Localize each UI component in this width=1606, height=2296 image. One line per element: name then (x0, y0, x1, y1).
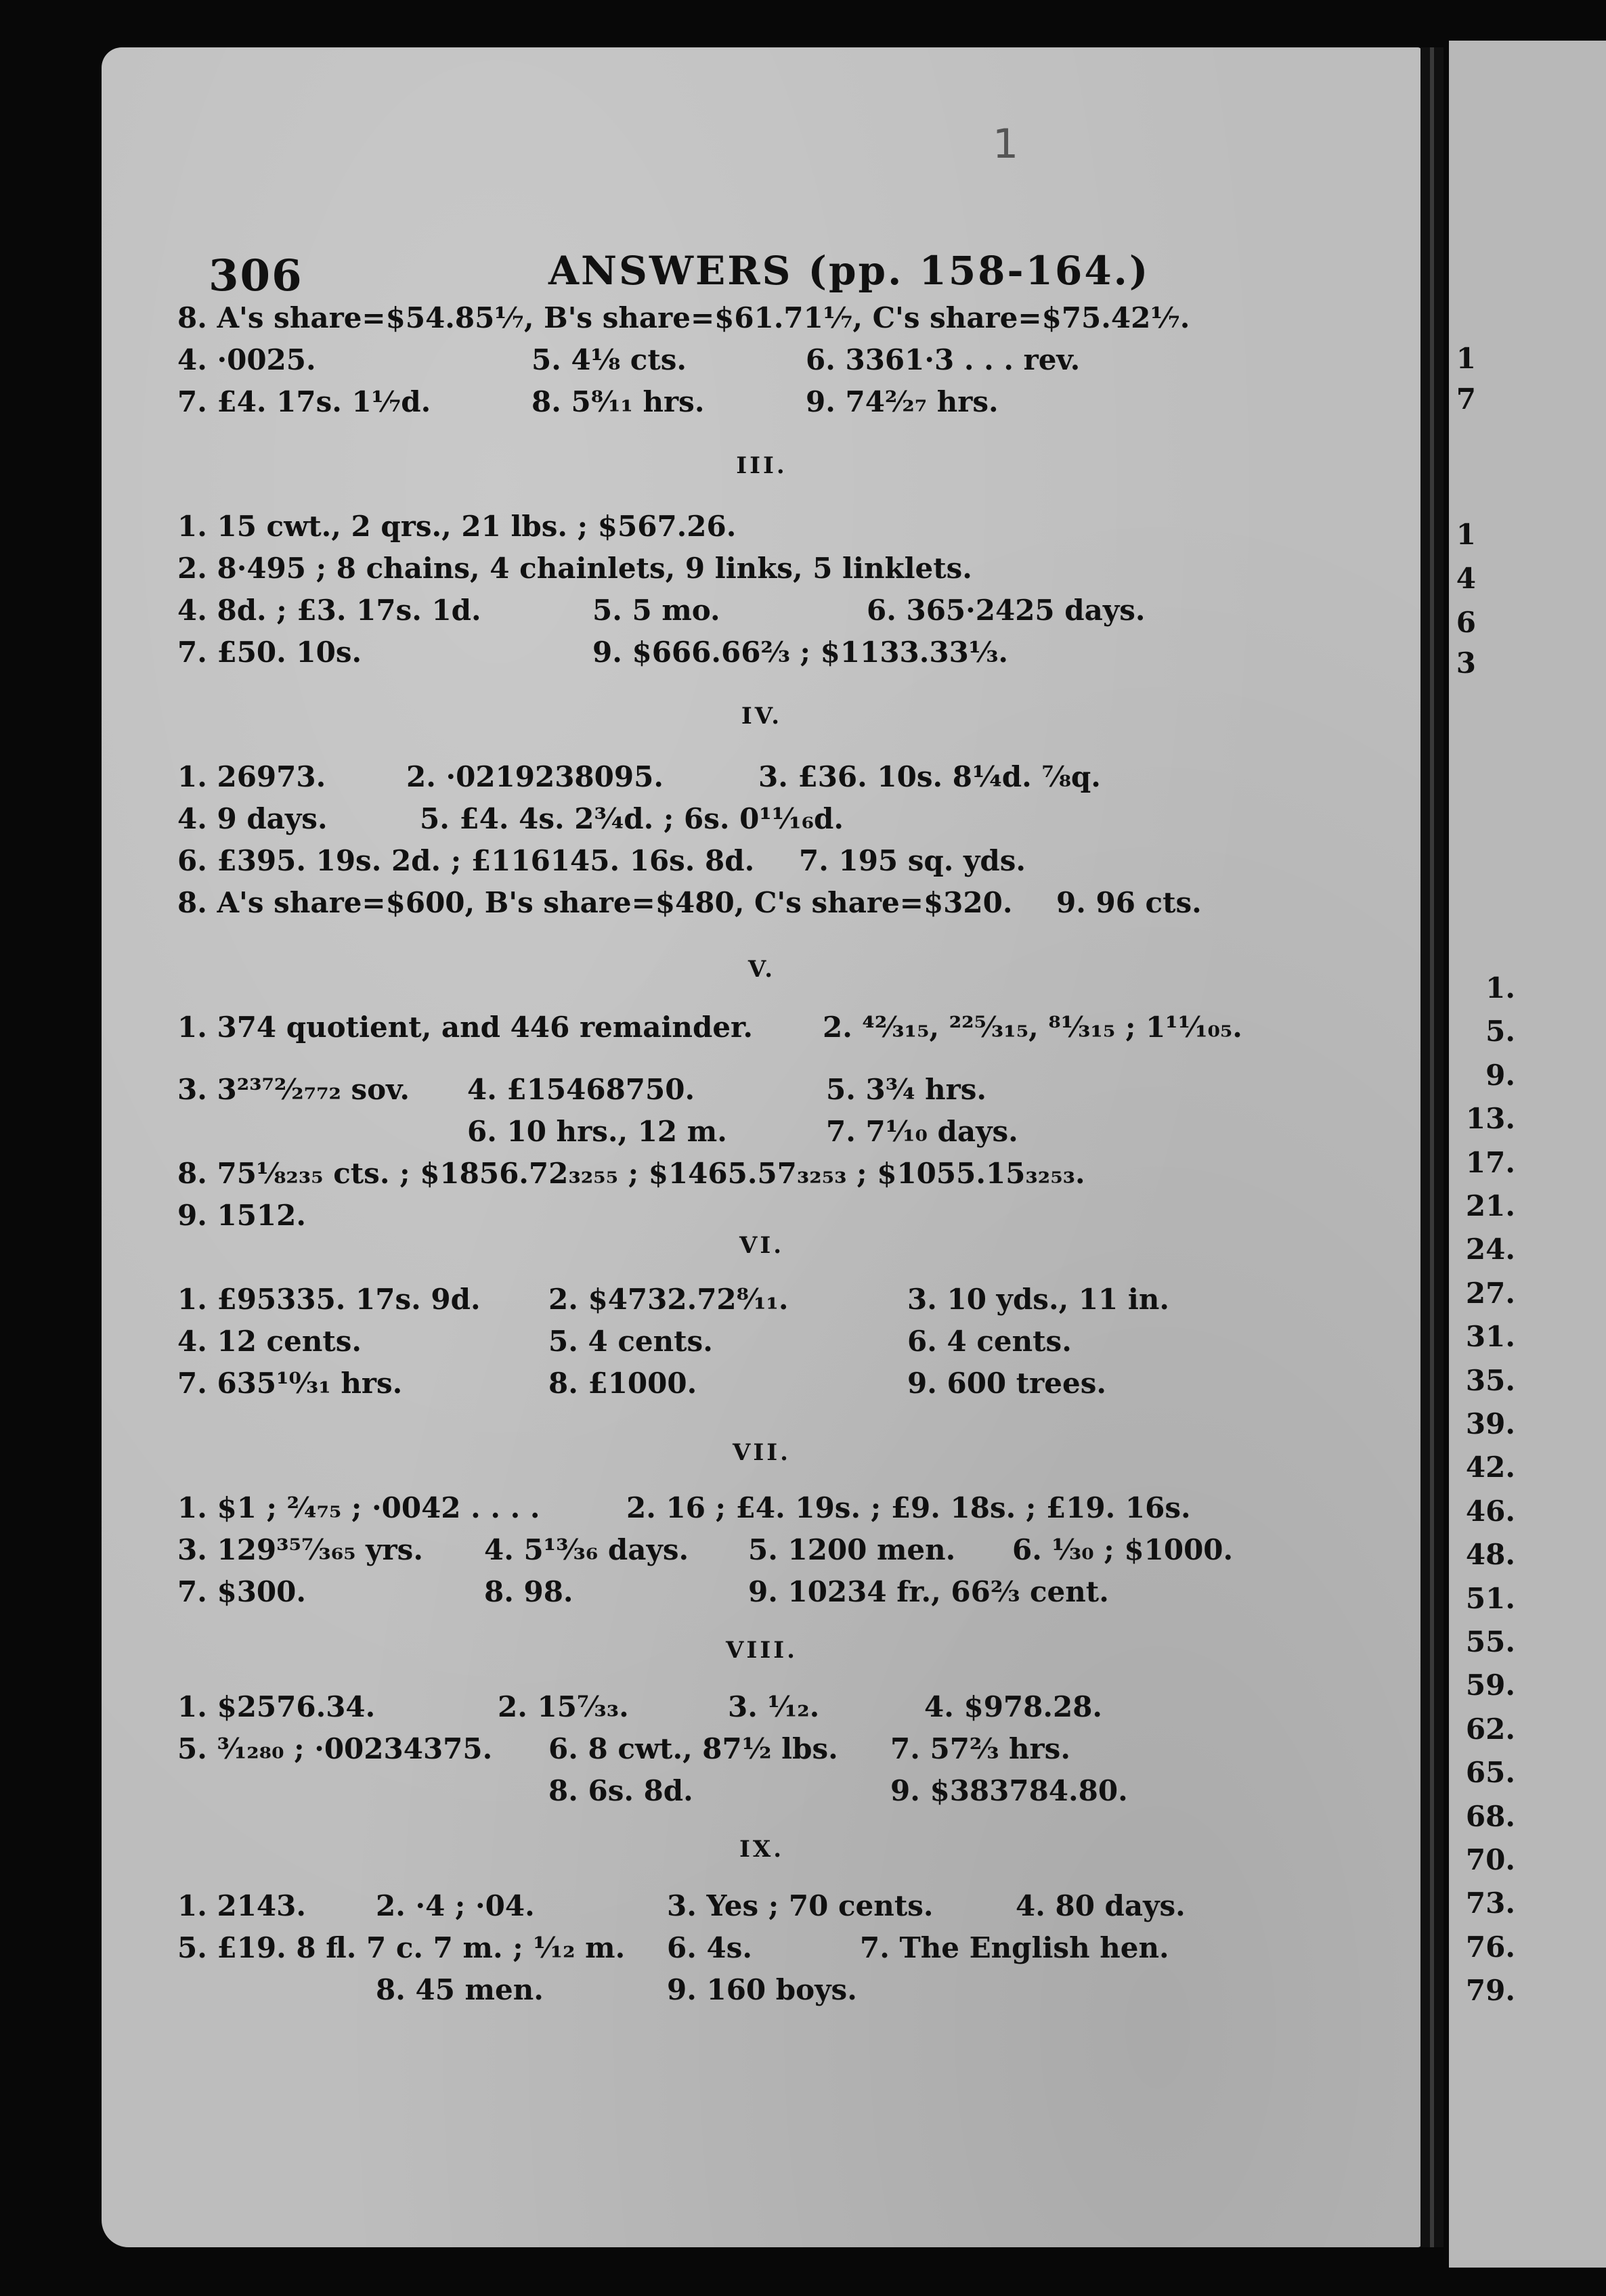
answer-item: 7. £4. 17s. 1⅐d. (177, 385, 431, 418)
answer-item: 2. 8·495 ; 8 chains, 4 chainlets, 9 links, 5 linklets. (177, 552, 972, 585)
answer-line (102, 590, 1422, 631)
facing-page-mark: 6 (1456, 606, 1476, 639)
answer-item: 8. 5⁸⁄₁₁ hrs. (531, 385, 705, 418)
answer-line (102, 1572, 1422, 1612)
answer-item: 4. 8d. ; £3. 17s. 1d. (177, 594, 481, 627)
answer-line (102, 1928, 1422, 1968)
answer-line (102, 1530, 1422, 1570)
answer-line (102, 1195, 1422, 1236)
answer-item: 5. 4 cents. (548, 1325, 713, 1358)
facing-page-number: 31. (1465, 1320, 1515, 1354)
answer-item: 6. 10 hrs., 12 m. (467, 1115, 727, 1148)
answer-item: 7. 57⅔ hrs. (890, 1732, 1070, 1765)
answer-item: 9. 600 trees. (907, 1367, 1106, 1400)
answer-line (102, 632, 1422, 673)
answer-item: 9. 10234 fr., 66⅔ cent. (748, 1575, 1109, 1608)
answer-line (102, 1279, 1422, 1320)
answer-item: 6. 4s. (667, 1931, 752, 1964)
answer-item: 2. ⁴²⁄₃₁₅, ²²⁵⁄₃₁₅, ⁸¹⁄₃₁₅ ; 1¹¹⁄₁₀₅. (823, 1011, 1242, 1044)
gutter-line (1430, 47, 1434, 2247)
answer-line (102, 1729, 1422, 1769)
answer-line (102, 1687, 1422, 1727)
facing-page-number: 65. (1465, 1756, 1515, 1790)
facing-page-number: 79. (1465, 1974, 1515, 2008)
facing-page-number: 51. (1465, 1581, 1515, 1615)
answer-item: 7. 195 sq. yds. (799, 844, 1026, 877)
answer-item: 3. 3²³⁷²⁄₂₇₇₂ sov. (177, 1073, 410, 1106)
answer-item: 8. 45 men. (376, 1973, 544, 2006)
pencil-mark: 1 (993, 120, 1019, 168)
answer-line (102, 883, 1422, 923)
facing-page-mark: 7 (1456, 382, 1476, 416)
facing-page-number: 17. (1465, 1145, 1515, 1179)
answer-item: 2. 16 ; £4. 19s. ; £9. 18s. ; £19. 16s. (626, 1491, 1191, 1524)
facing-page-mark: 1 (1456, 342, 1476, 375)
answer-item: 6. 365·2425 days. (867, 594, 1146, 627)
facing-page-number: 55. (1465, 1625, 1515, 1658)
answer-item: 3. 10 yds., 11 in. (907, 1283, 1170, 1316)
answer-item: 5. 5 mo. (592, 594, 720, 627)
answer-item: 4. ·0025. (177, 343, 316, 376)
answer-line (102, 298, 1422, 338)
answer-item: 9. 74²⁄₂₇ hrs. (806, 385, 999, 418)
answer-item: 2. 15⁷⁄₃₃. (498, 1690, 629, 1723)
answer-item: 4. $978.28. (924, 1690, 1103, 1723)
answer-line (102, 1488, 1422, 1528)
answer-item: 6. ¹⁄₃₀ ; $1000. (1012, 1533, 1234, 1566)
answer-item: 7. The English hen. (860, 1931, 1169, 1964)
answer-line (102, 1069, 1422, 1110)
page-title: ANSWERS (pp. 158-164.) (548, 248, 1150, 294)
answer-item: 1. 26973. (177, 760, 326, 793)
answer-item: 6. 8 cwt., 87½ lbs. (548, 1732, 838, 1765)
facing-page-edge (1449, 41, 1606, 2268)
facing-page-number: 70. (1465, 1843, 1515, 1876)
answer-item: 8. £1000. (548, 1367, 697, 1400)
facing-page-mark: 3 (1456, 646, 1476, 680)
answer-item: 8. 75⅛₂₃₅ cts. ; $1856.72₃₂₅₅ ; $1465.57₃₂₅₃ ; $1055.15₃₂₅₃. (177, 1157, 1085, 1190)
answer-item: 9. $666.66⅔ ; $1133.33⅓. (592, 636, 1008, 669)
section-heading: III. (736, 452, 787, 479)
answer-item: 1. £95335. 17s. 9d. (177, 1283, 481, 1316)
answer-item: 3. 129³⁵⁷⁄₃₆₅ yrs. (177, 1533, 423, 1566)
answer-item: 7. 635¹⁰⁄₃₁ hrs. (177, 1367, 403, 1400)
section-heading: IV. (741, 703, 783, 730)
answer-item: 2. ·0219238095. (406, 760, 664, 793)
answer-item: 3. Yes ; 70 cents. (667, 1889, 934, 1922)
answer-item: 9. $383784.80. (890, 1774, 1128, 1807)
answer-item: 4. £15468750. (467, 1073, 695, 1106)
answer-line (102, 1771, 1422, 1811)
answer-item: 2. $4732.72⁸⁄₁₁. (548, 1283, 789, 1316)
section-heading: VI. (739, 1232, 785, 1259)
facing-page-mark: 4 (1456, 562, 1476, 595)
answer-item: 5. 3¾ hrs. (826, 1073, 987, 1106)
answer-item: 4. 80 days. (1016, 1889, 1186, 1922)
facing-page-number: 62. (1465, 1712, 1515, 1746)
answer-item: 1. $1 ; ²⁄₄₇₅ ; ·0042 . . . . (177, 1491, 540, 1524)
answer-item: 1. 374 quotient, and 446 remainder. (177, 1011, 753, 1044)
section-heading: VIII. (726, 1637, 798, 1664)
facing-page-number: 35. (1465, 1363, 1515, 1397)
answer-item: 7. 7¹⁄₁₀ days. (826, 1115, 1018, 1148)
answer-item: 7. $300. (177, 1575, 306, 1608)
answer-item: 9. 96 cts. (1056, 886, 1202, 919)
answer-item: 9. 160 boys. (667, 1973, 857, 2006)
answer-line (102, 382, 1422, 422)
answer-item: 2. ·4 ; ·04. (376, 1889, 535, 1922)
facing-page-number: 1. (1485, 971, 1515, 1005)
answer-item: 8. A's share=$54.85⅐, B's share=$61.71⅐, C's share=$75.42⅐. (177, 301, 1190, 334)
answer-item: 4. 12 cents. (177, 1325, 362, 1358)
facing-page-number: 68. (1465, 1799, 1515, 1833)
facing-page-number: 27. (1465, 1276, 1515, 1310)
answer-line (102, 548, 1422, 589)
answer-item: 6. 3361·3 . . . rev. (806, 343, 1081, 376)
answer-line (102, 841, 1422, 881)
answer-item: 5. 4⅛ cts. (531, 343, 687, 376)
answer-line (102, 757, 1422, 797)
facing-page-number: 48. (1465, 1538, 1515, 1572)
facing-page-number: 42. (1465, 1451, 1515, 1484)
answer-item: 5. 1200 men. (748, 1533, 956, 1566)
answer-item: 1. $2576.34. (177, 1690, 376, 1723)
answer-line (102, 1321, 1422, 1362)
answer-item: 3. £36. 10s. 8¼d. ⅞q. (758, 760, 1101, 793)
answer-line (102, 799, 1422, 839)
answer-item: 6. 4 cents. (907, 1325, 1072, 1358)
facing-page-number: 59. (1465, 1669, 1515, 1702)
answer-item: 1. 15 cwt., 2 qrs., 21 lbs. ; $567.26. (177, 510, 737, 543)
answer-item: 5. £4. 4s. 2¾d. ; 6s. 0¹¹⁄₁₆d. (420, 802, 844, 835)
answer-item: 9. 1512. (177, 1199, 306, 1232)
section-heading: V. (747, 956, 776, 983)
section-heading: IX. (739, 1836, 785, 1863)
answer-item: 6. £395. 19s. 2d. ; £116145. 16s. 8d. (177, 844, 755, 877)
answer-item: 8. 98. (484, 1575, 573, 1608)
section-heading: VII. (732, 1439, 791, 1466)
answer-line (102, 1886, 1422, 1926)
answer-item: 1. 2143. (177, 1889, 306, 1922)
answer-item: 8. 6s. 8d. (548, 1774, 693, 1807)
answer-item: 3. ¹⁄₁₂. (728, 1690, 820, 1723)
facing-page-number: 76. (1465, 1930, 1515, 1964)
answer-item: 5. £19. 8 fl. 7 c. 7 m. ; ¹⁄₁₂ m. (177, 1931, 626, 1964)
answer-item: 7. £50. 10s. (177, 636, 362, 669)
answer-item: 4. 5¹³⁄₃₆ days. (484, 1533, 689, 1566)
facing-page-number: 73. (1465, 1886, 1515, 1920)
facing-page-number: 9. (1485, 1058, 1515, 1092)
answer-line (102, 1007, 1422, 1048)
answer-line (102, 1363, 1422, 1404)
book-page (102, 47, 1422, 2247)
facing-page-number: 39. (1465, 1407, 1515, 1440)
answer-line (102, 1970, 1422, 2010)
facing-page-mark: 1 (1456, 518, 1476, 551)
facing-page-number: 13. (1465, 1102, 1515, 1136)
answer-line (102, 506, 1422, 547)
answer-item: 4. 9 days. (177, 802, 328, 835)
facing-page-number: 21. (1465, 1189, 1515, 1222)
page-number: 306 (209, 250, 303, 301)
facing-page-number: 24. (1465, 1233, 1515, 1266)
answer-line (102, 340, 1422, 380)
answer-item: 5. ³⁄₁₂₈₀ ; ·00234375. (177, 1732, 493, 1765)
facing-page-number: 5. (1485, 1015, 1515, 1048)
answer-line (102, 1153, 1422, 1194)
answer-line (102, 1111, 1422, 1152)
answer-item: 8. A's share=$600, B's share=$480, C's share=$320. (177, 886, 1013, 919)
facing-page-number: 46. (1465, 1494, 1515, 1528)
